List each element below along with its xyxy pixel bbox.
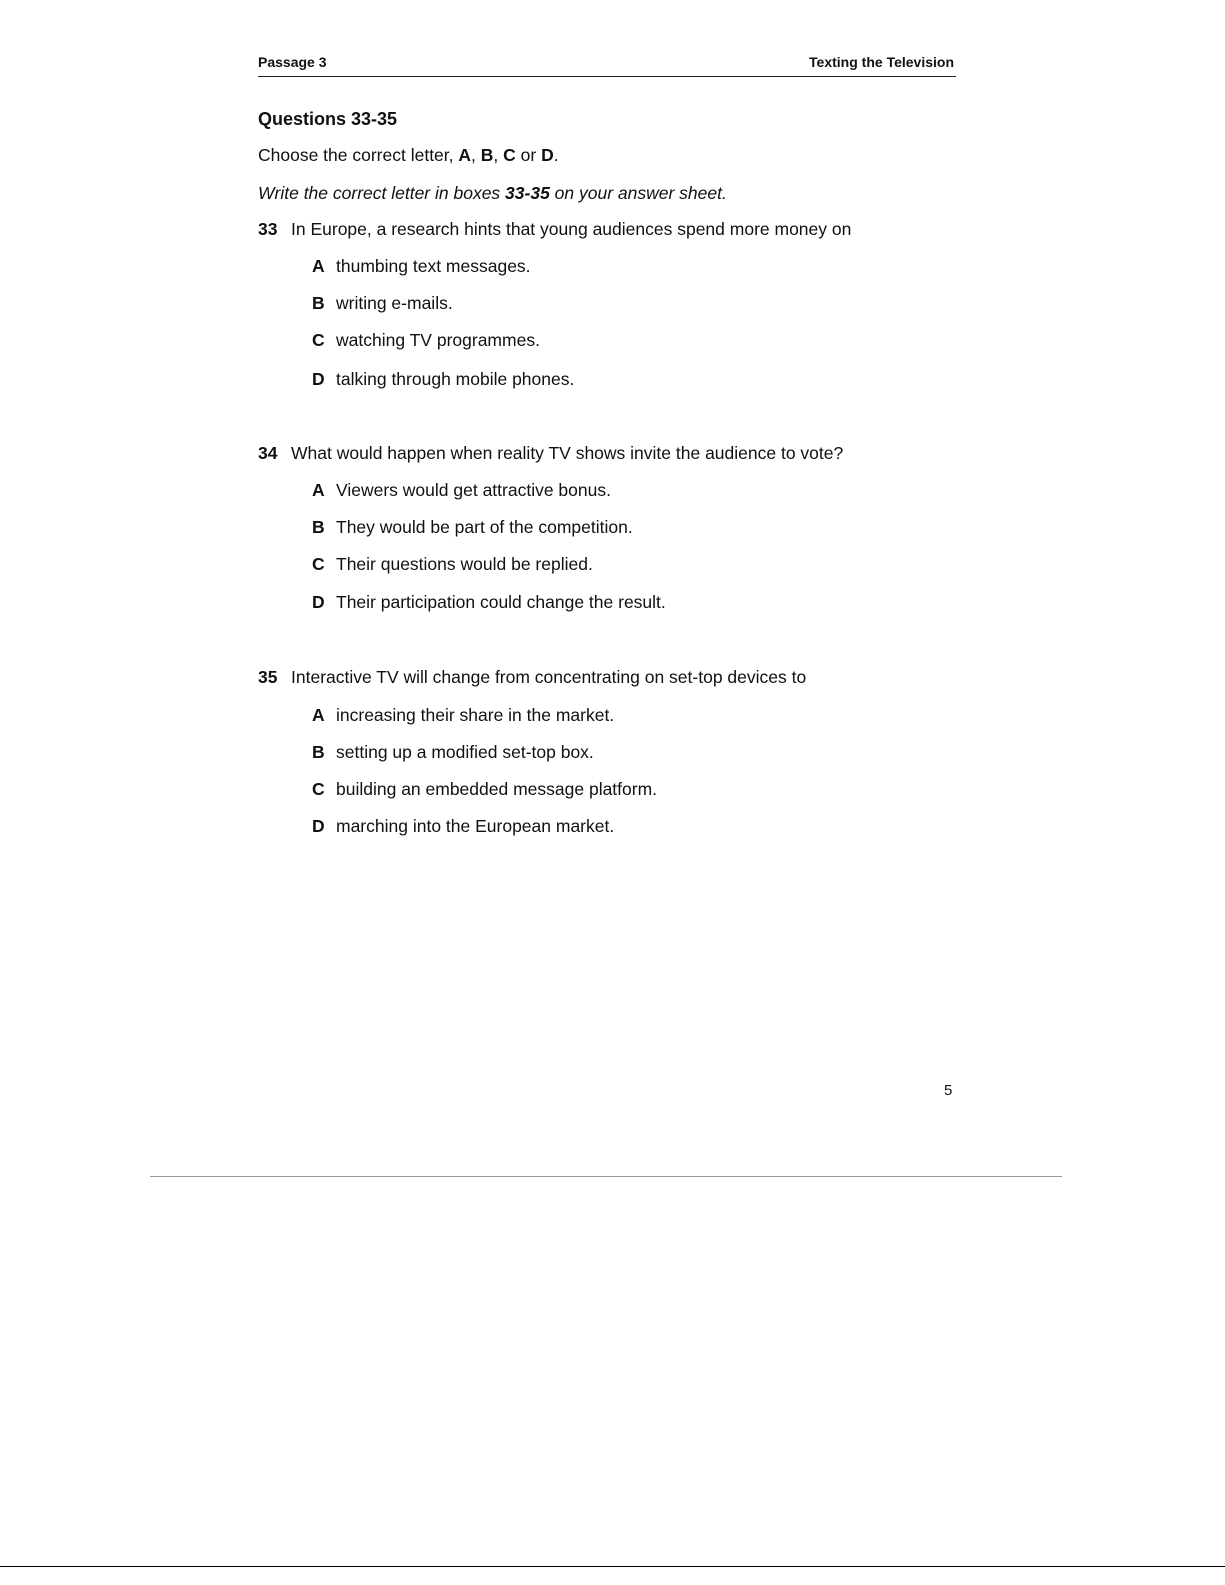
letter-d: D	[541, 145, 554, 165]
option-33-b	[312, 293, 453, 314]
option-letter: C	[312, 779, 325, 799]
option-letter: A	[312, 256, 325, 276]
option-letter: D	[312, 592, 325, 612]
instruction-prefix: Choose the correct letter,	[258, 145, 459, 165]
option-35-b	[312, 742, 594, 763]
option-letter: B	[312, 742, 325, 762]
option-letter: D	[312, 369, 325, 389]
page-divider	[150, 1176, 1062, 1177]
question-text: What would happen when reality TV shows invite the audience to vote?	[291, 443, 844, 463]
option-text: talking through mobile phones.	[336, 369, 575, 389]
option-33-c	[312, 330, 540, 351]
option-text: setting up a modified set-top box.	[336, 742, 594, 762]
option-text: They would be part of the competition.	[336, 517, 633, 537]
option-33-a	[312, 256, 531, 277]
passage-label: Passage 3	[258, 54, 327, 70]
option-text: watching TV programmes.	[336, 330, 540, 350]
question-text: In Europe, a research hints that young audiences spend more money on	[291, 219, 852, 239]
option-text: Viewers would get attractive bonus.	[336, 480, 611, 500]
bottom-divider	[0, 1566, 1225, 1567]
answer-prefix: Write the correct letter in boxes	[258, 183, 506, 203]
option-34-d	[312, 592, 666, 613]
question-35	[258, 667, 806, 688]
option-33-d	[312, 369, 574, 390]
option-34-a	[312, 480, 611, 501]
option-text: building an embedded message platform.	[336, 779, 658, 799]
option-letter: C	[312, 554, 325, 574]
option-letter: A	[312, 480, 325, 500]
option-text: Their questions would be replied.	[336, 554, 593, 574]
letter-c: C	[503, 145, 516, 165]
question-text: Interactive TV will change from concentrating on set-top devices to	[291, 667, 807, 687]
answer-range: 33-35	[505, 183, 550, 203]
option-letter: A	[312, 705, 325, 725]
instruction-line: Choose the correct letter, A, B, C or D.	[258, 145, 559, 165]
passage-title: Texting the Television	[809, 54, 954, 70]
answer-suffix: on your answer sheet.	[549, 183, 727, 203]
option-text: marching into the European market.	[336, 816, 615, 836]
option-text: Their participation could change the result.	[336, 592, 666, 612]
option-letter: B	[312, 517, 325, 537]
option-letter: C	[312, 330, 325, 350]
letter-a: A	[458, 145, 472, 165]
answer-instruction	[258, 183, 727, 204]
question-number: 35	[258, 667, 278, 687]
page-number: 5	[944, 1082, 953, 1099]
question-34	[258, 443, 843, 464]
option-35-c	[312, 779, 657, 800]
question-33	[258, 219, 851, 240]
page-header	[258, 54, 956, 77]
option-text: thumbing text messages.	[336, 256, 531, 276]
question-number: 34	[258, 443, 278, 463]
option-text: increasing their share in the market.	[336, 705, 615, 725]
option-text: writing e-mails.	[336, 293, 453, 313]
option-35-d	[312, 816, 614, 837]
option-35-a	[312, 705, 614, 726]
option-letter: D	[312, 816, 325, 836]
questions-heading: Questions 33-35	[258, 109, 398, 129]
question-number: 33	[258, 219, 278, 239]
option-letter: B	[312, 293, 325, 313]
option-34-b	[312, 517, 633, 538]
option-34-c	[312, 554, 593, 575]
letter-b: B	[480, 145, 494, 165]
instruction-suffix: .	[553, 145, 559, 165]
